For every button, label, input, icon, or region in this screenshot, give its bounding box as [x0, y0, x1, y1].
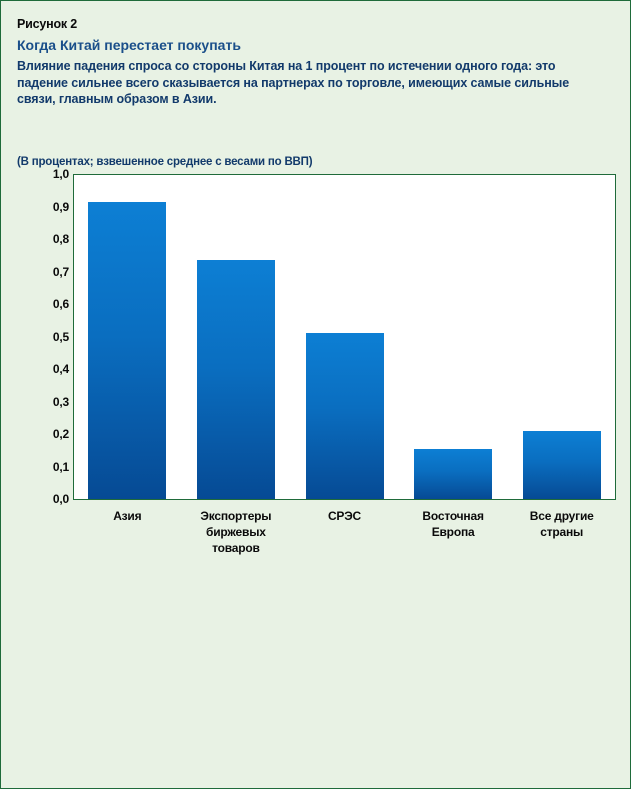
x-axis-tick-label: Экспортеры биржевых товаров	[200, 509, 272, 556]
bar	[414, 449, 492, 499]
y-axis-tick-label: 0,7	[52, 264, 69, 279]
x-axis-line	[73, 499, 616, 500]
y-axis-tick-label: 0,3	[52, 394, 69, 409]
bar	[306, 333, 384, 499]
bar	[88, 202, 166, 499]
chart-plot-area	[17, 167, 616, 556]
y-axis-tick-label: 0,1	[52, 459, 69, 474]
figure-header	[17, 17, 617, 108]
y-axis-tick-label: 0,9	[52, 199, 69, 214]
bar	[197, 260, 275, 499]
bar	[523, 431, 601, 499]
y-axis-tick-label: 0,6	[52, 297, 69, 311]
x-axis-tick-label: Все другие страны	[529, 509, 594, 540]
y-axis-tick-label: 1,0	[52, 167, 69, 181]
figure-title: Когда Китай перестает покупать	[17, 37, 241, 53]
x-axis-tick-label: СРЭС	[327, 509, 362, 523]
y-axis-ticks	[17, 167, 69, 506]
y-axis-tick-label: 0,5	[52, 329, 69, 344]
x-axis-tick-label: Восточная Европа	[422, 509, 484, 540]
figure-units: (В процентах; взвешенное среднее с весами по ВВП)	[17, 156, 313, 168]
y-axis-tick-label: 0,0	[52, 492, 69, 506]
bar-series	[73, 174, 616, 500]
x-axis-labels	[73, 508, 616, 578]
y-axis-tick-label: 0,2	[52, 427, 69, 441]
x-axis-tick-label: Азия	[113, 509, 142, 523]
figure-subtitle: Влияние падения спроса со стороны Китая на 1 процент по истечении одного года: это падение сильнее всего сказывается на партнерах по торговле, имеющих самые сильные связи, главным образом в Азии.	[17, 59, 570, 106]
y-axis-tick-label: 0,4	[52, 362, 69, 376]
figure-label: Рисунок 2	[17, 17, 77, 31]
y-axis-tick-label: 0,8	[52, 232, 69, 246]
